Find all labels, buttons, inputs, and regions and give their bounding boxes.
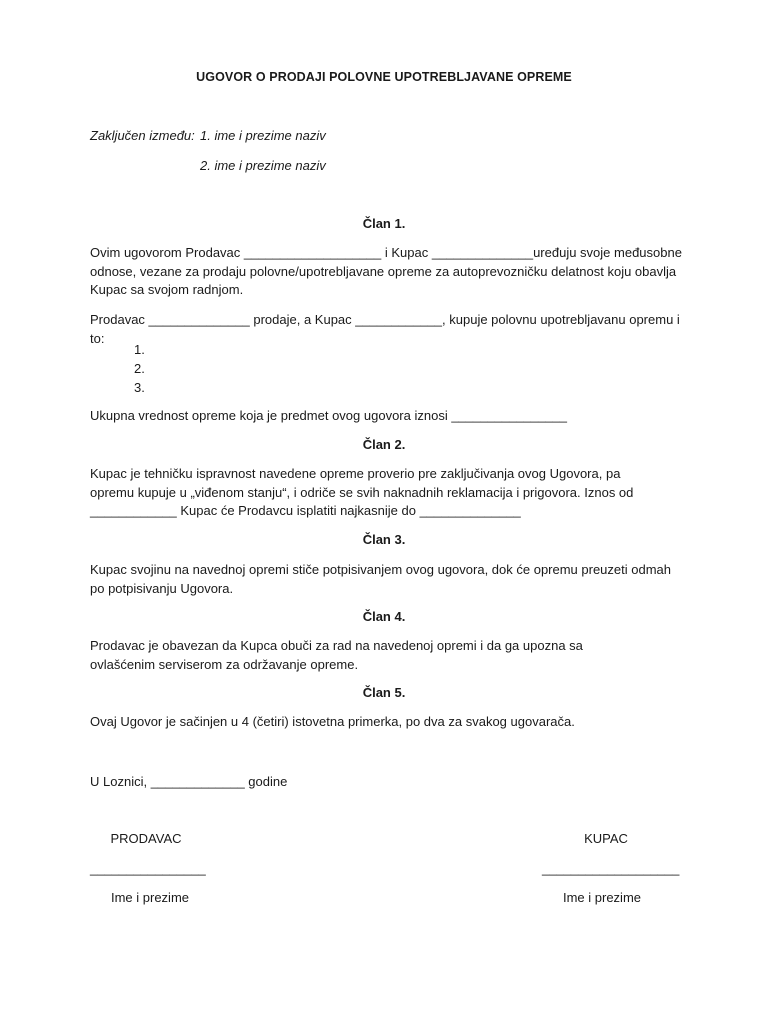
total-value-text: Ukupna vrednost opreme koja je predmet ovog ugovora iznosi ________________ [90,408,567,423]
list-item: 2. [134,361,145,376]
article-2-heading: Član 2. [362,437,406,452]
list-item: 1. [134,342,145,357]
party-2: 2. ime i prezime naziv [200,158,326,173]
place-date: U Loznici, _____________ godine [90,774,288,789]
seller-name-label: Ime i prezime [110,890,190,905]
article-2-paragraph: Kupac je tehničku ispravnost navedene opreme proverio pre zaključivanja ovog Ugovora, pa opremu kupuje u „viđenom stanju“, i odriče se svih naknadnih reklamacija i prigovora. Iznos od ____________ Kupac će Prodavcu isplatiti najkasnije do ______________ [90,466,634,518]
buyer-role: KUPAC [584,831,628,846]
article-4-paragraph: Prodavac je obavezan da Kupca obuči za rad na navedenoj opremi i da ga upozna sa ovlašćenim serviserom za održavanje opreme. [90,638,583,672]
equipment-list [134,340,145,397]
article-3-paragraph: Kupac svojinu na navednoj opremi stiče potpisivanjem ovog ugovora, dok će opremu preuzeti odmah po potpisivanju Ugovora. [90,562,672,596]
article-5-paragraph: Ovaj Ugovor je sačinjen u 4 (četiri) istovetna primerka, po dva za svakog ugovarača. [90,714,575,729]
article-4-heading: Član 4. [362,609,406,624]
list-item: 3. [134,380,145,395]
article-5-heading: Član 5. [362,685,406,700]
buyer-signature-line: ___________________ [542,861,680,876]
article-1-paragraph-1: Ovim ugovorom Prodavac ___________________ i Kupac ______________uređuju svoje međusobne odnose, vezane za prodaju polovne/upotrebljavane opreme za autoprevozničku delatnost koju obavlja Kupac sa svojom radnjom. [90,245,682,297]
article-1-heading: Član 1. [362,216,406,231]
party-1: 1. ime i prezime naziv [200,128,326,143]
document-title: UGOVOR O PRODAJI POLOVNE UPOTREBLJAVANE OPREME [196,70,572,84]
seller-role: PRODAVAC [110,831,182,846]
buyer-name-label: Ime i prezime [562,890,642,905]
article-3-heading: Član 3. [362,532,406,547]
seller-signature-line: ________________ [90,861,206,876]
article-1-paragraph-2: Prodavac ______________ prodaje, a Kupac ____________, kupuje polovnu upotrebljavanu opremu i to: [90,312,680,346]
parties-label: Zaključen između: [90,128,195,143]
